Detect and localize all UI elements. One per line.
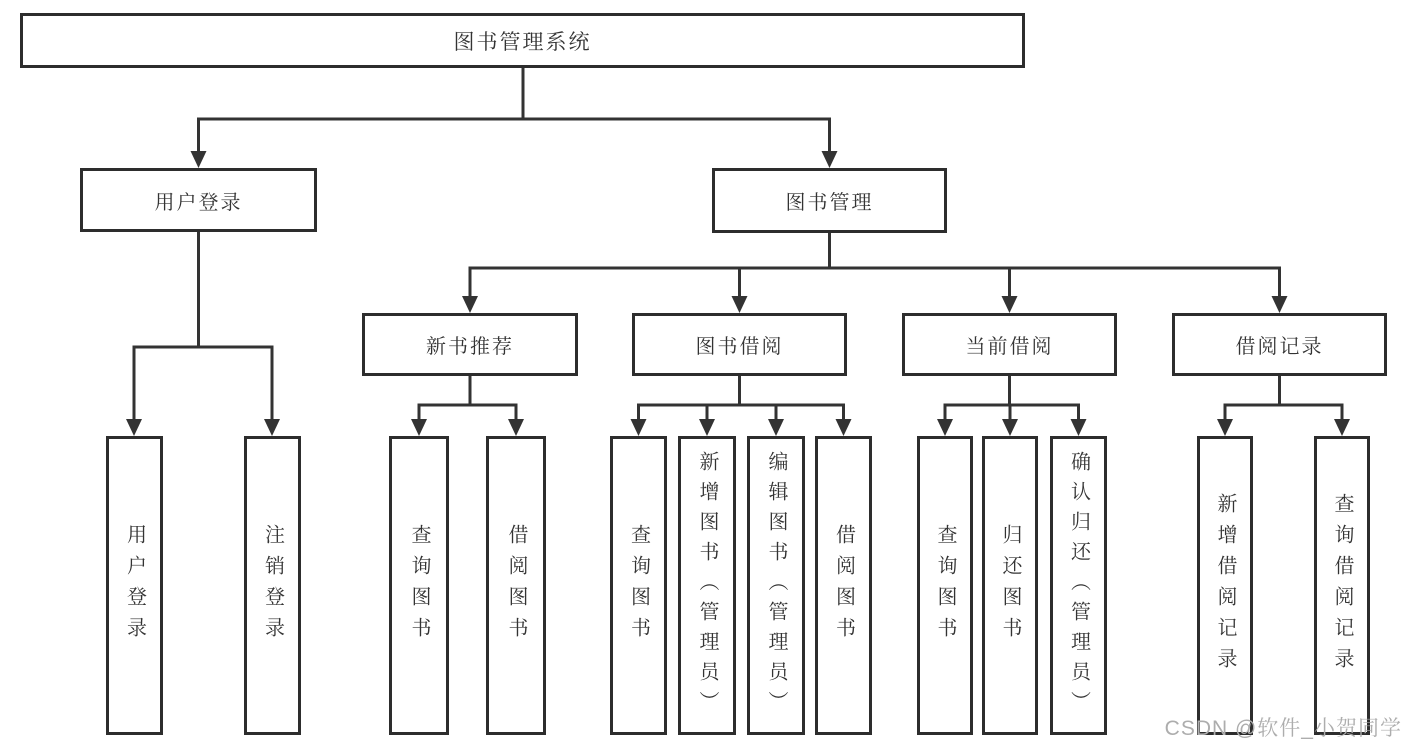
leaf-add-borrow-record-label: 新增借阅记录 [1214, 492, 1236, 679]
leaf-query-books-current-label: 查询图书 [934, 523, 956, 648]
leaf-add-borrow-record [1197, 436, 1253, 735]
node-current-borrowing [902, 313, 1117, 376]
leaf-return-books-label: 归还图书 [999, 523, 1021, 648]
node-system-root-label: 图书管理系统 [453, 30, 592, 54]
leaf-return-books [982, 436, 1038, 735]
node-current-borrowing-label: 当前借阅 [965, 336, 1054, 358]
leaf-edit-books-admin-label: 编辑图书（管理员） [765, 450, 787, 721]
leaf-user-login-label: 用户登录 [123, 523, 146, 648]
leaf-query-borrow-record [1314, 436, 1370, 735]
leaf-query-books-recommend-label: 查询图书 [408, 523, 430, 648]
node-book-borrowing [632, 313, 847, 376]
node-new-book-recommend-label: 新书推荐 [426, 336, 514, 358]
leaf-query-books-borrowing [610, 436, 667, 735]
node-user-login [80, 168, 317, 232]
leaf-query-borrow-record-label: 查询借阅记录 [1331, 492, 1353, 679]
leaf-user-login [106, 436, 163, 735]
node-new-book-recommend [362, 313, 578, 376]
leaf-borrow-books-recommend [486, 436, 546, 735]
csdn-watermark: CSDN @软件_小贺同学 [1164, 717, 1402, 740]
leaf-borrow-books-recommend-label: 借阅图书 [505, 523, 527, 648]
leaf-add-books-admin [678, 436, 736, 735]
leaf-borrow-books-label: 借阅图书 [832, 523, 855, 648]
node-user-login-label: 用户登录 [154, 191, 243, 214]
leaf-query-books-borrowing-label: 查询图书 [627, 523, 650, 648]
leaf-logout-label: 注销登录 [261, 523, 284, 648]
leaf-logout [244, 436, 301, 735]
node-book-management-label: 图书管理 [785, 192, 874, 214]
node-book-borrowing-label: 图书借阅 [695, 336, 784, 358]
leaf-query-books-current [917, 436, 973, 735]
node-borrowing-records-label: 借阅记录 [1235, 336, 1324, 358]
leaf-edit-books-admin [747, 436, 805, 735]
leaf-query-books-recommend [389, 436, 449, 735]
node-book-management [712, 168, 947, 233]
leaf-add-books-admin-label: 新增图书（管理员） [696, 450, 718, 721]
node-borrowing-records [1172, 313, 1387, 376]
leaf-borrow-books [815, 436, 872, 735]
leaf-confirm-return-admin-label: 确认归还（管理员） [1067, 450, 1090, 721]
node-system-root [20, 13, 1025, 68]
leaf-confirm-return-admin [1050, 436, 1107, 735]
